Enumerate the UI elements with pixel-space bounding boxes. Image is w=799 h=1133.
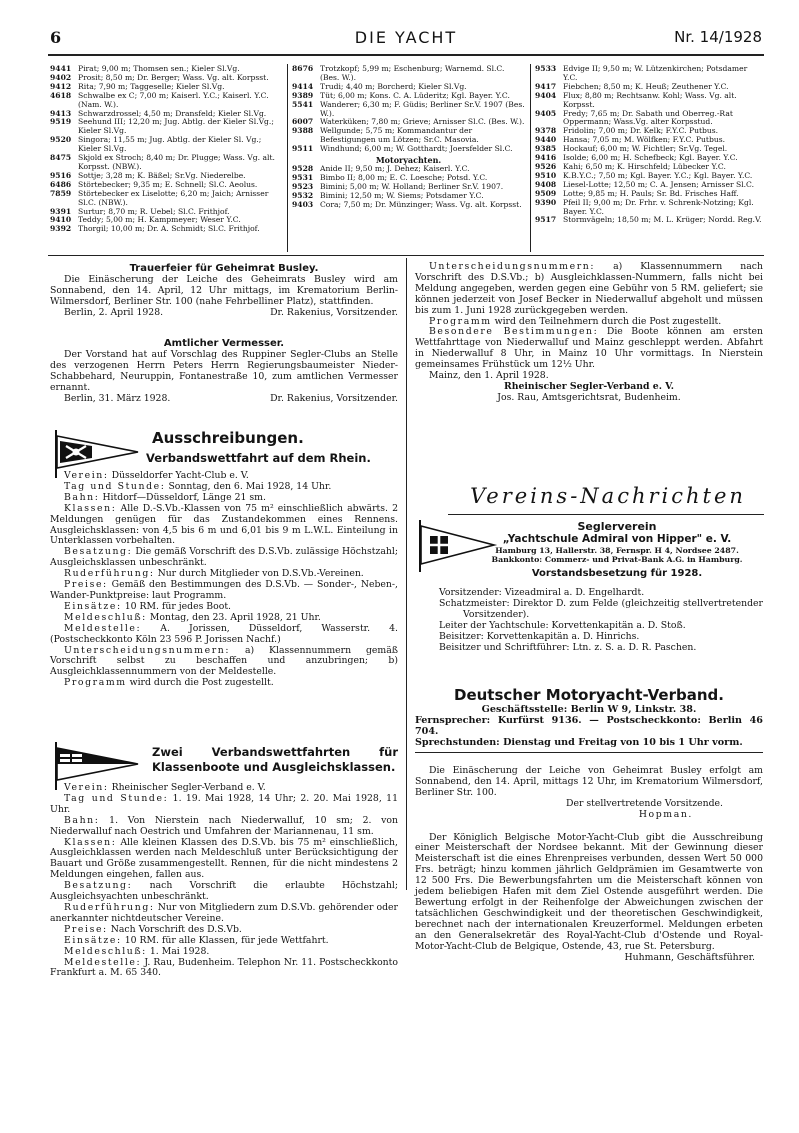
registry-number: 9509: [535, 188, 557, 198]
registry-column-3: [535, 65, 764, 253]
field-key: Meldeschluß:: [64, 945, 147, 957]
field-paragraph: [50, 624, 398, 646]
registry-text: Trotzkopf; 5,99 m; Eschenburg; Warnemd. Sl.C. (Bes. W.).: [320, 65, 505, 82]
registry-text: Wanderer; 6,30 m; F. Güdis; Berliner Sr.V. 1907 (Bes. W.).: [320, 99, 525, 118]
registry-number: 4618: [50, 90, 72, 100]
field-paragraph: [50, 958, 398, 980]
field-value: Hitdorf—Düsseldorf, Länge 21 sm.: [99, 491, 266, 503]
board-member: Beisitzer und Schriftführer: Ltn. z. S. a. D. R. Paschen.: [439, 641, 697, 653]
registry-text: Liesel-Lotte; 12,50 m; C. A. Jensen; Arnisser Sl.C.: [563, 179, 754, 189]
field-key: Klassen:: [64, 836, 117, 848]
dmyv-sig-1b: Hopman.: [638, 808, 693, 820]
field-key: Besatzung:: [64, 546, 133, 558]
mainz-org: Rheinischer Segler-Verband e. V.: [504, 380, 674, 392]
registry-number: 9511: [292, 144, 314, 154]
field-paragraph: [50, 580, 398, 602]
registry-text: Kahi; 6,50 m; K. Hirschfeld; Lübecker Y.C.: [563, 161, 726, 171]
dmyv-phone: Fernsprecher: Kurfürst 9136. — Postscheckkonto: Berlin 46 704.: [415, 714, 763, 737]
registry-number: 9441: [50, 65, 72, 73]
registry-number: 6007: [292, 117, 314, 127]
field-value: Rheinischer Segler-Verband e. V.: [108, 782, 266, 793]
registry-number: 9510: [535, 170, 557, 180]
registry-text: Surtur; 8,70 m; R. Uebel; Sl.C. Frithjof.: [78, 206, 230, 216]
field-paragraph: [50, 794, 398, 816]
column-divider: [530, 64, 531, 252]
field-value: Nach Vorschrift des D.S.Vb.: [107, 923, 242, 935]
vermesser-section: [50, 337, 398, 405]
registry-entry: [535, 199, 764, 217]
ausschreibungen-section: [50, 429, 398, 689]
page-number: 6: [50, 28, 62, 47]
dmyv-sig-2: Huhmann, Geschäftsführer.: [624, 951, 755, 963]
field-value: Sonntag, den 6. Mai 1928, 14 Uhr.: [165, 480, 332, 492]
registry-number: 9403: [292, 199, 314, 209]
registry-number: 9388: [292, 126, 314, 136]
zwei-title: Zwei Verbandswettfahrten für Klassenboote und Ausgleichsklassen.: [152, 745, 398, 774]
field-value: wird den Teilnehmern durch die Post zugestellt.: [491, 315, 722, 327]
vereins-rule: [448, 514, 764, 515]
ausschreibungen-subtitle: Verbandswettfahrt auf dem Rhein.: [146, 451, 371, 465]
club-address: Hamburg 13, Hallerstr. 38, Fernspr. H 4, Nordsee 2487.: [495, 546, 739, 555]
field-value: Alle D.-S.Vb.-Klassen von 75 m² einschließlich abwärts. 2 Meldungen genügen für das Zustandekommen eines Rennens. Ausgleichsklassen: von 4,5 bis 6 m und 6,01 bis 9 m L.W.L. Einteilung in Unterklassen vorbehalten.: [50, 502, 398, 547]
registry-number: 9410: [50, 215, 72, 225]
field-value: Gemäß den Bestimmungen des D.S.Vb. — Sonder-, Neben-, Wander-Punktpreise: laut Programm.: [50, 579, 398, 601]
registry-number: 8475: [50, 153, 72, 163]
registry-entry: [535, 65, 764, 83]
field-key: Bahn:: [64, 491, 100, 503]
field-value: 10 RM. für alle Klassen, für jede Wettfahrt.: [121, 934, 329, 946]
board-list: [415, 588, 763, 653]
field-value: Die gemäß Vorschrift des D.S.Vb. zulässige Höchstzahl; Ausgleichsklassen unbeschränkt.: [50, 546, 398, 569]
registry-entry: [50, 118, 282, 136]
registry-text: Isolde; 6,00 m; H. Schefbeck; Kgl. Bayer. Y.C.: [563, 153, 738, 163]
field-key: Tag und Stunde:: [64, 792, 169, 804]
registry-text: Schwalbe ex C; 7,00 m; Kaiserl. Y.C.; Kaiserl. Y.C. (Nam. W.).: [78, 90, 269, 109]
registry-number: 9414: [292, 81, 314, 91]
dmyv-sig-1a: Der stellvertretende Vorsitzende.: [565, 797, 723, 809]
registry-entry: [292, 201, 525, 210]
registry-text: Störtebecker; 9,35 m; E. Schnell; Sl.C. Aeolus.: [78, 179, 258, 189]
field-key: Meldestelle:: [64, 622, 142, 634]
field-value: Alle kleinen Klassen des D.S.Vb. bis 75 m² einschließlich, Ausgleichklassen werden nach Meldeschluß unter Berücksichtigung der Bauart und Größe zusammengestellt. Rennen, für die nicht mindestens 2 Meldungen eingehen, fallen aus.: [50, 836, 398, 881]
field-key: Besondere Bestimmungen:: [429, 326, 599, 338]
registry-column-2: [292, 65, 525, 253]
board-member: Vorsitzender: Vizeadmiral a. D. Engelhardt.: [439, 587, 645, 598]
registry-text: Teddy; 5,00 m; H. Kampmeyer; Weser Y.C.: [78, 215, 241, 225]
registry-entry: [292, 127, 525, 145]
registry-text: Pirat; 9,00 m; Thomsen sen.; Kieler Sl.Vg.: [78, 65, 240, 73]
dmyv-section: [415, 686, 763, 749]
registry-number: 9517: [535, 215, 557, 225]
registry-number: 9391: [50, 206, 72, 216]
registry-number: 9390: [535, 197, 557, 207]
column-divider: [287, 64, 288, 252]
registry-text: Bimini; 12,50 m; W. Siems; Potsdamer Y.C.: [320, 190, 484, 200]
mainz-signer: Jos. Rau, Amtsgerichtsrat, Budenheim.: [497, 391, 681, 403]
registry-number: 9520: [50, 135, 72, 145]
vermesser-title: Amtlicher Vermesser.: [163, 338, 285, 349]
registry-text: Singora; 11,55 m; Jug. Abtlg. der Kieler Sl. Vg.; Kieler Sl.Vg.: [78, 135, 262, 154]
dmyv-office: Geschäftsstelle: Berlin W 9, Linkstr. 38.: [481, 704, 697, 715]
field-key: Einsätze:: [64, 934, 122, 946]
field-paragraph: [50, 547, 398, 569]
field-value: 10 RM. für jedes Boot.: [121, 600, 232, 612]
registry-text: Anide II; 9,50 m; J. Dehez; Kaiserl. Y.C.: [320, 163, 470, 173]
club-bank: Bankkonto: Commerz- und Privat-Bank A.G. in Hamburg.: [491, 555, 743, 565]
dmyv-hours: Sprechstunden: Dienstag und Freitag von 10 bis 1 Uhr vorm.: [415, 736, 743, 748]
field-key: Tag und Stunde:: [64, 480, 166, 492]
registry-text: Fridolin; 7,00 m; Dr. Kelk; F.Y.C. Putbus.: [563, 126, 719, 136]
dmyv-body: [415, 766, 763, 963]
registry-number: 9385: [535, 144, 557, 154]
registry-text: Stormvägeln; 18,50 m; M. L. Krüger; Nordd. Reg.V.: [563, 215, 762, 225]
trauerfeier-text: Die Einäscherung der Leiche des Geheimrats Busley wird am Sonnabend, den 14. April, 12 Uhr mittags, im Krematorium Berlin-Wilmersdorf, Berliner Str. 100 (nahe Fehrbelliner Platz), stattfinden.: [50, 274, 398, 307]
registry-text: Waterküken; 7,80 m; Grieve; Arnisser Sl.C. (Bes. W.).: [320, 117, 525, 127]
registry-number: 9532: [292, 190, 314, 200]
registry-text: Fiebchen; 8,50 m; K. Heuß; Zeuthener Y.C.: [563, 81, 729, 91]
trauerfeier-title: Trauerfeier für Geheimrat Busley.: [129, 263, 319, 274]
mainz-date: Mainz, den 1. April 1928.: [429, 370, 549, 382]
field-paragraph: [50, 881, 398, 903]
field-key: Verein:: [64, 782, 109, 793]
registry-entry: [292, 145, 525, 154]
dmyv-rule: [415, 752, 763, 753]
vereins-section: [470, 520, 764, 580]
registry-number: 9516: [50, 170, 72, 180]
field-value: Die Boote können am ersten Wettfahrttage von Niederwalluf und Mainz geschleppt werden. Abfahrt in Niederwalluf 8 Uhr, in Mainz 10 Uhr vormittags. In Nierstein gemeinsames Frühstück um 12½ Uhr.: [415, 326, 763, 371]
club-label: Seglerverein: [577, 520, 657, 533]
field-paragraph: [50, 838, 398, 882]
registry-entry: [292, 65, 525, 83]
registry-number: 9389: [292, 90, 314, 100]
registry-number: 9408: [535, 179, 557, 189]
field-paragraph: [50, 678, 398, 689]
zwei-section: [50, 745, 398, 979]
registry-text: Schwarzdrossel; 4,50 m; Dransfeld; Kieler Sl.Vg.: [78, 108, 267, 118]
vermesser-date: Berlin, 31. März 1928.: [64, 392, 171, 404]
field-key: Unterscheidungsnummern:: [429, 261, 596, 272]
registry-text: Pfeil II; 9,00 m; Dr. Frhr. v. Schrenk-Notzing; Kgl. Bayer. Y.C.: [563, 197, 754, 216]
registry-text: Edvige II; 9,50 m; W. Lützenkirchen; Potsdamer Y.C.: [563, 65, 748, 82]
field-key: Klassen:: [64, 502, 117, 514]
registry-number: 9440: [535, 135, 557, 145]
field-value: Nur von Mitgliedern zum D.S.Vb. gehörender oder anerkannter nichtdeutscher Vereine.: [50, 901, 398, 924]
registry-column-1: [50, 65, 282, 253]
registry-entry: [50, 92, 282, 110]
field-paragraph: [415, 327, 763, 371]
field-paragraph: [50, 646, 398, 679]
field-key: Bahn:: [64, 814, 100, 826]
magazine-title: DIE YACHT: [354, 28, 458, 47]
registry-text: Sottje; 3,28 m; K. Bäßel; Sr.Vg. Niederelbe.: [78, 170, 246, 180]
vermesser-signer: Dr. Rakenius, Vorsitzender.: [270, 392, 398, 404]
right-continuation: [415, 262, 763, 404]
main-column-divider: [406, 258, 407, 890]
field-paragraph: [50, 903, 398, 925]
field-key: Unterscheidungsnummern:: [64, 644, 231, 656]
registry-number: 9405: [535, 108, 557, 118]
registry-text: Rita; 7,90 m; Taggeselle; Kieler Sl.Vg.: [78, 81, 225, 91]
club-name: „Yachtschule Admiral von Hipper" e. V.: [502, 533, 732, 545]
field-key: Besatzung:: [64, 880, 133, 892]
registry-number: 9416: [535, 153, 557, 163]
trauerfeier-section: [50, 262, 398, 319]
registry-entry: [50, 136, 282, 154]
registry-entry: [50, 154, 282, 172]
field-key: Programm: [429, 315, 492, 327]
registry-number: 6486: [50, 179, 72, 189]
registry-entry: [535, 216, 764, 225]
registry-text: Prosit; 8,50 m; Dr. Berger; Wass. Vg. alt. Korpsst.: [78, 72, 269, 82]
registry-text: K.B.Y.C.; 7,50 m; Kgl. Bayer. Y.C.; Kgl. Bayer. Y.C.: [563, 170, 753, 180]
field-value: 1. Von Nierstein nach Niederwalluf, 10 sm; 2. von Niederwalluf nach Oestrich und Umfahren der Mariannenau, 11 sm.: [50, 814, 398, 837]
trauerfeier-date: Berlin, 2. April 1928.: [64, 306, 164, 318]
registry-text: Hockauf; 6,00 m; W. Fichtler; Sr.Vg. Tegel.: [563, 144, 728, 154]
field-key: Meldeschluß:: [64, 611, 147, 623]
motoryachten-heading: Motoryachten.: [375, 155, 442, 166]
field-key: Ruderführung:: [64, 568, 155, 580]
registry-number: 9404: [535, 90, 557, 100]
registry-entry: [50, 190, 282, 208]
field-value: Düsseldorfer Yacht-Club e. V.: [108, 470, 249, 481]
vermesser-text: Der Vorstand hat auf Vorschlag des Ruppiner Segler-Clubs an Stelle des verzogenen Herrn Peters Herrn Regierungsbaumeister Nieder-Schabbehard, Neuruppin, Fontanestraße 10, zum amtlichen Vermesser ernannt.: [50, 349, 398, 393]
registry-text: Windhund; 6,00 m; W. Gotthardt; Joersfelder Sl.C.: [320, 144, 513, 154]
field-value: 1. 19. Mai 1928, 14 Uhr; 2. 20. Mai 1928, 11 Uhr.: [50, 792, 398, 815]
trauerfeier-signer: Dr. Rakenius, Vorsitzender.: [270, 306, 398, 318]
field-paragraph: [50, 816, 398, 838]
board-member: Schatzmeister: Direktor D. zum Felde (gleichzeitig stellvertretender Vorsitzender).: [439, 597, 763, 620]
registry-entry: [535, 92, 764, 110]
registry-number: 9526: [535, 161, 557, 171]
field-key: Einsätze:: [64, 600, 122, 612]
registry-text: Thorgil; 10,00 m; Dr. A. Schmidt; Sl.C. Frithjof.: [78, 224, 260, 234]
field-key: Preise:: [64, 579, 108, 591]
field-paragraph: [50, 504, 398, 548]
field-value: Montag, den 23. April 1928, 21 Uhr.: [146, 611, 321, 623]
registry-text: Cora; 7,50 m; Dr. Münzinger; Wass. Vg. alt. Korpsst.: [320, 199, 522, 209]
list-bottom-rule: [48, 255, 764, 256]
registry-number: 8676: [292, 65, 314, 73]
field-value: A. Jorissen, Düsseldorf, Wasserstr. 4. (Postscheckkonto Köln 23 596 P. Jorissen Nachf.): [50, 622, 398, 645]
registry-number: 7859: [50, 188, 72, 198]
field-value: wird durch die Post zugestellt.: [126, 677, 274, 689]
field-key: Ruderführung:: [64, 901, 155, 913]
board-member: Beisitzer: Korvettenkapitän a. D. Hinrichs.: [439, 630, 640, 642]
registry-number: 9533: [535, 65, 557, 73]
board-title: Vorstandsbesetzung für 1928.: [531, 568, 703, 580]
registry-number: 9392: [50, 224, 72, 234]
registry-text: Skjold ex Stroch; 8,40 m; Dr. Plugge; Wass. Vg. alt. Korpsst. (NBW.).: [78, 153, 275, 171]
registry-text: Flux; 8,80 m; Rechtsanw. Kohl; Wass. Vg. alt. Korpsst.: [563, 90, 737, 109]
issue-number: Nr. 14/1928: [674, 28, 762, 46]
registry-text: Trudi; 4,40 m; Borcherd; Kieler Sl.Vg.: [320, 81, 467, 91]
board-member: Leiter der Yachtschule: Korvettenkapitän a. D. Stoß.: [439, 619, 686, 631]
registry-number: 9519: [50, 117, 72, 127]
registry-entry: [50, 225, 282, 234]
registry-entry: [292, 101, 525, 119]
field-value: 1. Mai 1928.: [146, 945, 210, 957]
field-key: Verein:: [64, 470, 109, 481]
registry-number: 9412: [50, 81, 72, 91]
dmyv-text-1: Die Einäscherung der Leiche von Geheimrat Busley erfolgt am Sonnabend, den 14. April, mittags 12 Uhr, im Krematorium Wilmersdorf, Berliner Str. 100.: [415, 765, 763, 798]
field-key: Preise:: [64, 923, 108, 935]
registry-text: Lotte; 9,85 m; H. Pauls; Sr. Bd. Frisches Haff.: [563, 188, 739, 198]
registry-number: 9378: [535, 126, 557, 136]
registry-text: Hansa; 7,05 m; M. Wölfken; F.Y.C. Putbus.: [563, 135, 726, 145]
registry-number: 9523: [292, 181, 314, 191]
registry-number: 9531: [292, 172, 314, 182]
dmyv-title: Deutscher Motoryacht-Verband.: [454, 686, 724, 704]
field-key: Programm: [64, 677, 127, 689]
field-value: nach Vorschrift die erlaubte Höchstzahl; Ausgleichsyachten unbeschränkt.: [50, 880, 398, 903]
registry-number: 5541: [292, 99, 314, 109]
registry-text: Störtebecker ex Liselotte; 6,20 m; Jaich; Arnisser Sl.C. (NBW.).: [78, 188, 269, 207]
registry-text: Tüt; 6,00 m; Kons. C. A. Lüderitz; Kgl. Bayer. Y.C.: [320, 90, 510, 100]
header-rule: [48, 54, 764, 56]
field-key: Meldestelle:: [64, 956, 142, 968]
registry-text: Wellgunde; 5,75 m; Kommandantur der Befestigungen um Lötzen; Sr.C. Masovia.: [320, 126, 479, 145]
registry-entry: [535, 110, 764, 128]
vereins-nachrichten-title: Vereins-Nachrichten: [470, 484, 746, 508]
registry-number: 9402: [50, 72, 72, 82]
registry-text: Seehund III; 12,20 m; Jug. Abtlg. der Kieler Sl.Vg.; Kieler Sl.Vg.: [78, 117, 274, 136]
registry-number: 9528: [292, 163, 314, 173]
field-value: a) Klassennummern gemäß Vorschrift selbst zu beschaffen und anzubringen; b) Ausgleichklassennummern von der Meldestelle.: [50, 644, 398, 678]
registry-text: Bimini; 5,00 m; W. Holland; Berliner Sr.V. 1907.: [320, 181, 504, 191]
field-value: Nur durch Mitglieder von D.S.Vb.-Vereinen.: [154, 568, 364, 580]
ausschreibungen-title: Ausschreibungen.: [152, 429, 304, 447]
dmyv-text-2: Der Königlich Belgische Motor-Yacht-Club gibt die Ausschreibung einer Meisterschaft der Nordsee bekannt. Mit der Gewinnung dieser Meisterschaft ist die eines Ehrenpreises verbunden, dessen Wert 50 000 Frs. beträgt; hinzu kommen jährlich Geldprämien im Gesamtwerte von 12 500 Frs. Die Bewerbungsfahrten um die Meisterschaft können von jedem beliebigen Hafen mit dem Ziel Ostende ausgeführt werden. Die Bewertung erfolgt in der Reihenfolge der Abweichungen zwischen der tatsächlichen Geschwindigkeit und der theoretischen Geschwindigkeit, berechnet nach der internationalen Kreuzerformel. Meldungen erbeten an den Generalsekretär des Royal-Yacht-Club d'Ostende und Royal-Motor-Yacht-Club de Belgique, Ostende, 43, rue St. Petersburg.: [415, 831, 763, 952]
registry-number: 9417: [535, 81, 557, 91]
registry-number: 9413: [50, 108, 72, 118]
registry-text: Fredy; 7,65 m; Dr. Sabath und Oberreg.-Rat Oppermann; Wass.Vg. alter Korpsstud.: [563, 108, 733, 127]
field-value: J. Rau, Budenheim. Telephon Nr. 11. Postscheckkonto Frankfurt a. M. 65 340.: [50, 956, 398, 979]
page-header: [50, 28, 762, 50]
field-paragraph: [415, 262, 763, 317]
registry-text: Bimbo II; 8,00 m; E. C. Loesche; Potsd. Y.C.: [320, 172, 488, 182]
field-value: a) Klassennummern nach Vorschrift des D.S.Vb.; b) Ausgleichklassen-Nummern, falls nicht bei Meldung angegeben, werden gegen eine Gebühr von 5 RM. geliefert; sie können jederzeit von Josef Becker in Niederwalluf abgeholt und müssen bis zum 1. Juni 1928 zurückgegeben werden.: [415, 261, 763, 316]
